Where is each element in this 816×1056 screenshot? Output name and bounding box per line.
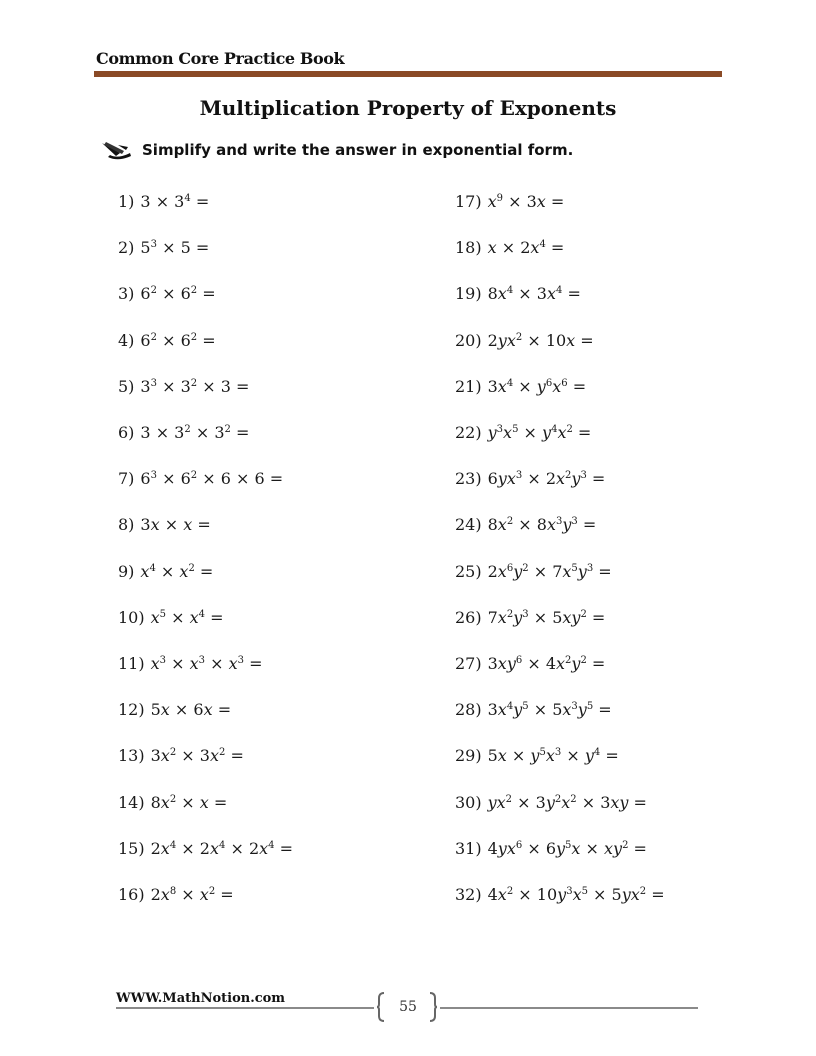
problem-number: 17) <box>455 192 482 211</box>
footer-rule-left <box>116 1007 374 1009</box>
problem-8 <box>118 516 211 534</box>
problem-22 <box>455 424 591 442</box>
problem-expression: $x \times 2x^4$ = <box>487 238 565 258</box>
problem-11 <box>118 655 262 673</box>
problem-expression: 3x × x = <box>140 515 211 535</box>
problem-expression: $3 \times 3^4$ = <box>140 192 210 211</box>
problem-expression: $3x^4 \times y^6x^6$ = <box>487 376 587 396</box>
problem-expression: $3^3 \times 3^2 \times 3$ = <box>140 376 250 396</box>
problem-17 <box>455 193 564 211</box>
page-title: Multiplication Property of Exponents <box>199 96 617 120</box>
problem-4 <box>118 332 216 350</box>
problem-2 <box>118 239 209 257</box>
problem-28 <box>455 701 612 719</box>
problem-15 <box>118 840 293 858</box>
problem-expression: $x^5 \times x^4$ = <box>150 607 224 627</box>
problem-number: 20) <box>455 330 482 350</box>
problem-23 <box>455 470 605 488</box>
problem-expression: $3xy^6 \times 4x^2y^2$ = <box>487 654 606 673</box>
problem-number: 22) <box>455 423 482 442</box>
problem-number: 18) <box>455 238 482 258</box>
problem-3 <box>118 285 216 303</box>
problem-number: 9) <box>118 561 135 581</box>
pencil-writing-icon <box>100 139 134 161</box>
problem-31 <box>455 840 647 858</box>
problem-number: 32) <box>455 885 482 904</box>
problem-number: 10) <box>118 607 145 627</box>
problem-29 <box>455 747 619 765</box>
problem-number: 19) <box>455 284 482 304</box>
problem-number: 25) <box>455 561 482 581</box>
problem-10 <box>118 609 224 627</box>
problem-19 <box>455 285 581 303</box>
problem-number: 29) <box>455 746 482 766</box>
problem-number: 28) <box>455 700 482 720</box>
problem-expression: $5x \times y^5x^3 \times y^4$ = <box>487 746 619 766</box>
problem-expression: $3x^4y^5 \times 5x^3y^5$ = <box>487 700 612 720</box>
problem-number: 1) <box>118 192 135 211</box>
problem-expression: $6^3 \times 6^2 \times 6 \times 6$ = <box>140 469 284 489</box>
problem-number: 2) <box>118 238 135 258</box>
problem-26 <box>455 609 605 627</box>
footer-url: WWW.MathNotion.com <box>116 991 286 1006</box>
problem-number: 14) <box>118 792 145 812</box>
problem-16 <box>118 886 234 904</box>
problem-expression: $2x^4 \times 2x^4 \times 2x^4$ = <box>150 838 294 858</box>
problem-number: 16) <box>118 885 145 904</box>
problem-number: 26) <box>455 607 482 627</box>
problem-number: 13) <box>118 746 145 766</box>
problem-20 <box>455 332 594 350</box>
problem-7 <box>118 470 283 488</box>
footer-rule-right <box>440 1007 698 1009</box>
problem-expression: $7x^2y^3 \times 5xy^2$ = <box>487 607 606 627</box>
problem-expression: 5x × 6x = <box>150 700 232 720</box>
problem-number: 4) <box>118 330 135 350</box>
problem-expression: $y^3x^5 \times y^4x^2$ = <box>487 423 592 442</box>
problem-expression: $2yx^2 \times 10x$ = <box>487 330 594 350</box>
problem-expression: $6^2 \times 6^2$ = <box>140 284 216 304</box>
problem-9 <box>118 563 213 581</box>
right-brace-icon <box>428 992 438 1022</box>
problem-expression: $6^2 \times 6^2$ = <box>140 330 216 350</box>
page-number: 55 <box>399 999 417 1015</box>
problem-number: 3) <box>118 284 135 304</box>
problem-13 <box>118 747 244 765</box>
problem-number: 12) <box>118 700 145 720</box>
problem-expression: $4yx^6 \times 6y^5x \times xy^2$ = <box>487 838 647 858</box>
problem-number: 5) <box>118 376 135 396</box>
problem-27 <box>455 655 605 673</box>
problem-number: 15) <box>118 838 145 858</box>
header-rule <box>94 71 722 77</box>
problem-number: 24) <box>455 515 482 535</box>
problem-number: 27) <box>455 654 482 673</box>
problem-expression: $x^9 \times 3x$ = <box>487 192 565 211</box>
problem-number: 7) <box>118 469 135 489</box>
problem-number: 30) <box>455 792 482 812</box>
problem-expression: $2x^6y^2 \times 7x^5y^3$ = <box>487 561 612 581</box>
problem-number: 21) <box>455 376 482 396</box>
problem-expression: $4x^2 \times 10y^3x^5 \times 5yx^2$ = <box>487 885 665 904</box>
problem-expression: $8x^2 \times 8x^3y^3$ = <box>487 515 597 535</box>
problem-expression: $2x^8 \times x^2$ = <box>150 885 234 904</box>
problem-expression: $yx^2 \times 3y^2x^2 \times 3xy$ = <box>487 792 647 812</box>
problem-expression: $3x^2 \times 3x^2$ = <box>150 746 244 766</box>
instructions-text: Simplify and write the answer in exponential form. <box>142 141 574 159</box>
problem-6 <box>118 424 249 442</box>
problem-12 <box>118 701 231 719</box>
problem-30 <box>455 794 647 812</box>
problem-expression: $5^3 \times 5$ = <box>140 238 210 258</box>
problem-expression: $3 \times 3^2 \times 3^2$ = <box>140 423 250 442</box>
problem-expression: $8x^4 \times 3x^4$ = <box>487 284 581 304</box>
problem-number: 11) <box>118 654 145 673</box>
book-title: Common Core Practice Book <box>96 49 345 68</box>
problem-18 <box>455 239 564 257</box>
instructions <box>100 139 573 161</box>
problem-24 <box>455 516 596 534</box>
problem-expression: $8x^2 \times x$ = <box>150 792 228 812</box>
problem-25 <box>455 563 612 581</box>
problem-number: 8) <box>118 515 135 535</box>
problem-21 <box>455 378 586 396</box>
problem-expression: $x^3 \times x^3 \times x^3$ = <box>150 654 263 673</box>
problem-expression: $x^4 \times x^2$ = <box>140 561 214 581</box>
left-brace-icon <box>376 992 386 1022</box>
problem-14 <box>118 794 227 812</box>
problem-1 <box>118 193 209 211</box>
problem-expression: $6yx^3 \times 2x^2y^3$ = <box>487 469 606 489</box>
problem-32 <box>455 886 665 904</box>
problem-5 <box>118 378 249 396</box>
problem-number: 23) <box>455 469 482 489</box>
problem-number: 31) <box>455 838 482 858</box>
problem-number: 6) <box>118 423 135 442</box>
